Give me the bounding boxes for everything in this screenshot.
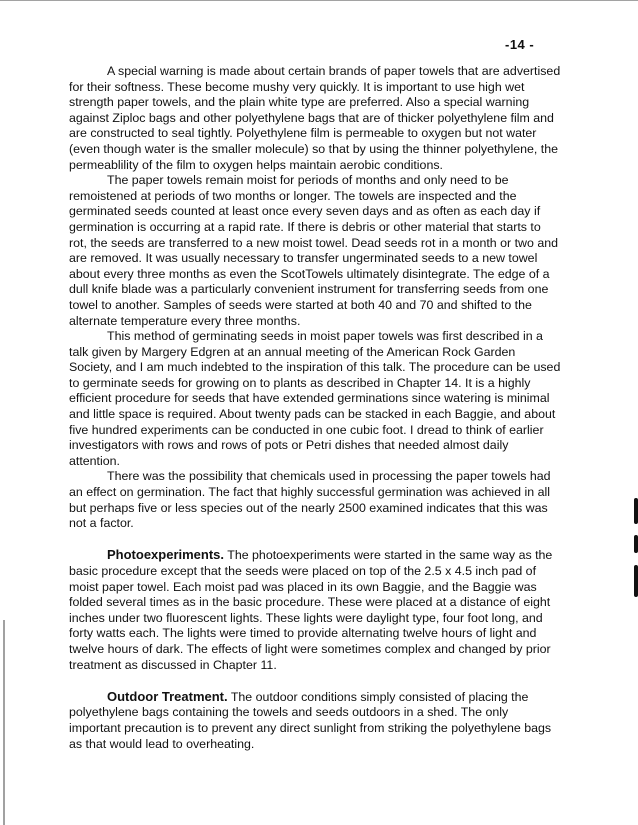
paragraph-text: The photoexperiments were started in the same way as the basic procedure except that the seeds were placed on top of the 2.5 x 4.5 inch pad of moist paper towel. Each moist pad was placed in its own Baggie, and the Baggie was folded several times as in the basic procedure. These were placed at a distance of eight inches under two fluorescent lights. These lights were daylight type, four foot long, and forty watts each. The lights were timed to provide alternating twelve hours of light and twelve hours of dark. The effects of light were sometimes complex and changed by prior treatment as discussed in Chapter 11. <box>69 548 553 672</box>
section-heading-outdoor-treatment: Outdoor Treatment. <box>107 688 228 704</box>
page-number: -14 - <box>505 37 535 52</box>
scan-edge-mark <box>634 565 638 597</box>
paragraph-chemical-effects: There was the possibility that chemicals used in processing the paper towels had an effect on germination. The fact that highly successful germination was achieved in all but perhaps five or less species out of the nearly 2500 examined indicates that this was not a factor. <box>69 469 551 531</box>
section-heading-photoexperiments: Photoexperiments. <box>107 547 225 563</box>
paragraph-photoexperiments <box>69 547 561 673</box>
paragraph-paper-towel-warning: A special warning is made about certain brands of paper towels that are advertised for their softness. These become mushy very quickly. It is important to use high wet strength paper towels, and the plain white type are preferred. Also a special warning against Ziploc bags and other polyethylene bags that are of thicker polyethylene film and are constructed to seal tightly. Polyethylene film is permeable to oxygen but not water (even though water is the smaller molecule) so that by using the thinner polyethylene, the permeablility of the film to oxygen helps maintain aerobic conditions. <box>69 64 561 172</box>
scan-edge-mark <box>634 498 638 524</box>
scan-edge-mark <box>634 535 638 553</box>
paragraph-outdoor-treatment <box>69 689 561 752</box>
paragraph-method-origin: This method of germinating seeds in moist paper towels was first described in a talk given by Margery Edgren at an annual meeting of the American Rock Garden Society, and I am much indebted to the inspiration of this talk. The procedure can be used to germinate seeds for growing on to plants as described in Chapter 14. It is a highly efficient procedure for seeds that have extended germinations since watering is minimal and little space is required. About twenty pads can be stacked in each Baggie, and about five hundred experiments can be conducted in one cubic foot. I dread to think of earlier investigators with rows and rows of pots or Petri dishes that needed almost daily attention. <box>69 329 561 468</box>
paragraph-towel-inspection: The paper towels remain moist for periods of months and only need to be remoistened at periods of two months or longer. The towels are inspected and the germinated seeds counted at least once every seven days and as often as each day if germination is occurring at a rapid rate. If there is debris or other material that starts to rot, the seeds are transferred to a new moist towel. Dead seeds rot in a month or two and are removed. It was usually necessary to transfer ungerminated seeds to a new towel about every three months as even the ScotTowels ultimately disintegrate. The edge of a dull knife blade was a particularly convenient instrument for transferring seeds from one towel to another. Samples of seeds were started at both 40 and 70 and shifted to the alternate temperature every three months. <box>69 173 558 328</box>
document-body <box>69 64 561 752</box>
scan-left-edge <box>3 620 5 825</box>
paragraph-text: The outdoor conditions simply consisted of placing the polyethylene bags containing the towels and seeds outdoors in a shed. The only important precaution is to prevent any direct sunlight from striking the polyethylene bags as that would lead to overheating. <box>69 689 552 751</box>
scan-top-edge <box>0 0 638 5</box>
